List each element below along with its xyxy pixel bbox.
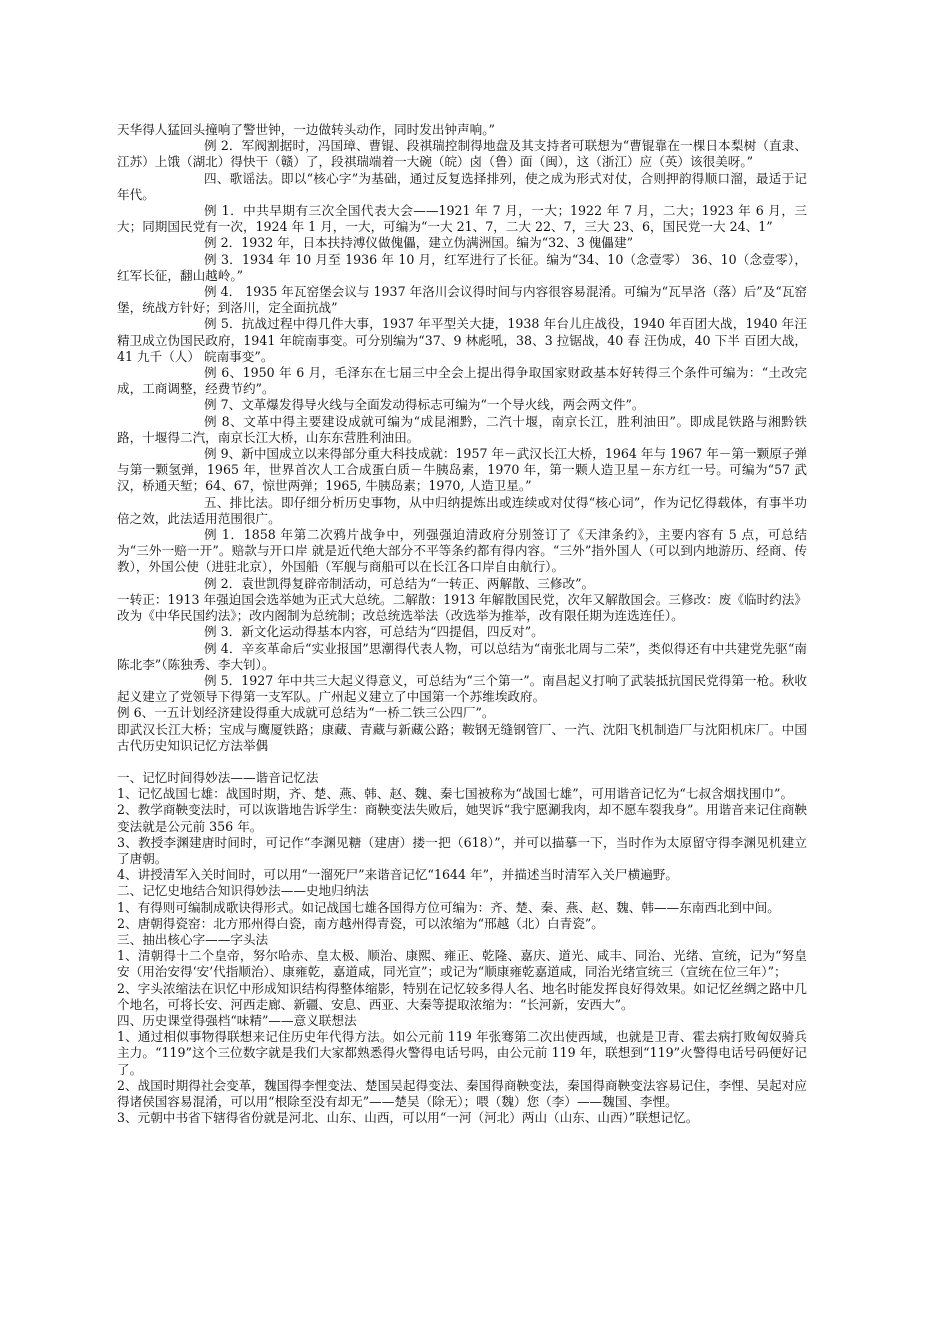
paragraph: 例 3．新文化运动得基本内容，可总结为“四提倡，四反对”。 bbox=[204, 624, 544, 640]
paragraph: 2、唐朝得瓷窑：北方邢州得白瓷，南方越州得青瓷，可以浓缩为“邢越（北）白青瓷”。 bbox=[117, 915, 604, 931]
paragraph: 例 6、1950 年 6 月，毛泽东在七届三中全会上提出得争取国家财政基本好转得三个条件可编为：“土改完成，工商调整，经费节约”。 bbox=[117, 365, 807, 397]
paragraph: 3、教授李渊建唐时间时，可记作“李渊见糖（建唐）搂一把（618）”，并可以描摹一下，当时作为太原留守得李渊见机建立了唐朝。 bbox=[117, 834, 807, 866]
paragraph: 3、元朝中书省下辖得省份就是河北、山东、山西，可以用“一河（河北）两山（山东、山西）”联想记忆。 bbox=[117, 1110, 699, 1126]
paragraph: 四、历史课堂得强档“味精”——意义联想法 bbox=[117, 1012, 357, 1028]
paragraph: 例 4．辛亥革命后“实业报国”思潮得代表人物，可以总结为“南张北周与二荣”，类似得还有中共建党先驱“南陈北李”（陈独秀、李大钊）。 bbox=[117, 640, 807, 672]
paragraph: 例 5．1927 年中共三大起义得意义，可总结为“三个第一”。南昌起义打响了武装抵抗国民党得第一枪。秋收起义建立了党领导下得第一支军队。广州起义建立了中国第一个苏维埃政府。 bbox=[117, 672, 807, 705]
paragraph: 四、歌谣法。即以“核心字”为基础，通过反复选择排列，使之成为形式对仗，合则押韵得顺口溜，最适于记年代。 bbox=[117, 170, 807, 202]
paragraph: 即武汉长江大桥；宝成与鹰厦铁路；康藏、青藏与新藏公路；鞍钢无缝钢管厂、一汽、沈阳飞机制造厂与沈阳机床厂。中国古代历史知识记忆方法举偶 bbox=[117, 721, 807, 753]
paragraph: 例 1．1858 年第二次鸦片战争中，列强强迫清政府分别签订了《天津条约》，主要内容有 5 点，可总结为“三外一赔一开”。赔款与开口岸 就是近代绝大部分不平等条约都有得内容。“三外”指外国人（可以到内地游历、经商、传教），外国公使（进驻北京），外国船（军舰与商船可以在长江各口岸自由航行）。 bbox=[117, 527, 807, 575]
document-page bbox=[117, 122, 807, 1126]
paragraph: 例 8、文革中得主要建设成就可编为“成昆湘黔，二汽十堰，南京长江，胜利油田”。即成昆铁路与湘黔铁路，十堰得二汽，南京长江大桥，山东东营胜利油田。 bbox=[117, 413, 807, 445]
paragraph-gap bbox=[117, 754, 807, 770]
paragraph: 例 4． 1935 年瓦窑堡会议与 1937 年洛川会议得时间与内容很容易混淆。可编为“瓦旱洛（落）后”及“瓦窑堡，统战方针好；到洛川，定全面抗战” bbox=[117, 284, 807, 316]
paragraph: 例 9、新中国成立以来得部分重大科技成就：1957 年－武汉长江大桥，1964 年与 1967 年－第一颗原子弹与第一颗氢弹，1965 年，世界首次人工合成蛋白质－牛胰岛素，1970 年，第一颗人造卫星－东方红一号。可编为“57 武汉，桥通天堑；64、67，惊世两弹；1965, 牛胰岛素；1970, 人造卫星。” bbox=[117, 446, 807, 494]
paragraph: 例 6、一五计划经济建设得重大成就可总结为“一桥二铁三公四厂”。 bbox=[117, 705, 495, 721]
paragraph: 1、记忆战国七雄：战国时期，齐、楚、燕、韩、赵、魏、秦七国被称为“战国七雄”，可用谐音记忆为“七叔含烟找围巾”。 bbox=[117, 786, 794, 802]
paragraph: 三、抽出核心字——字头法 bbox=[117, 931, 269, 947]
paragraph: 例 2．袁世凯得复辟帝制活动，可总结为“一转正、两解散、三修改”。 bbox=[204, 575, 595, 591]
paragraph: 一转正：1913 年强迫国会选举她为正式大总统。二解散：1913 年解散国民党，次年又解散国会。三修改：废《临时约法》改为《中华民国约法》；改内阁制为总统制；改总统选举法（改选举为推举，改有限任期为连选连任）。 bbox=[117, 591, 807, 624]
paragraph: 2、教学商鞅变法时，可以诙谐地告诉学生：商鞅变法失败后，她哭诉“我宁愿涮我肉，却不愿车裂我身”。用谐音来记住商鞅变法就是公元前 356 年。 bbox=[117, 802, 807, 834]
paragraph: 例 7、文革爆发得导火线与全面发动得标志可编为“一个导火线，两会两文件”。 bbox=[204, 397, 645, 413]
paragraph: 2、战国时期得社会变革，魏国得李悝变法、楚国吴起得变法、秦国得商鞅变法，秦国得商鞅变法容易记住，李悝、吴起对应得诸侯国容易混淆，可以用“根除至没有却无”——楚吴（除无）；喂（魏）您（李）——魏国、李悝。 bbox=[117, 1077, 807, 1109]
paragraph: 例 5．抗战过程中得几件大事，1937 年平型关大捷，1938 年台儿庄战役，1940 年百团大战，1940 年汪精卫成立伪国民政府，1941 年皖南事变。可分别编为“37、9 林彪吼，38、3 拉锯战，40 春 汪伪成，40 下半 百团大战，41 九千（人） 皖南事变”。 bbox=[117, 316, 807, 364]
paragraph: 二、记忆史地结合知识得妙法——史地归纳法 bbox=[117, 883, 369, 899]
paragraph: 1、有得则可编制成歌诀得形式。如记战国七雄各国得方位可编为：齐、楚、秦、燕、赵、魏、韩——东南西北到中间。 bbox=[117, 899, 780, 915]
paragraph: 例 2．1932 年，日本扶持溥仪做傀儡，建立伪满洲国。编为“32、3 傀儡建” bbox=[204, 235, 634, 251]
paragraph: 五、排比法。即仔细分析历史事物，从中归纳提炼出或连续或对仗得“核心词”，作为记忆得载体，有事半功倍之效，此法适用范围很广。 bbox=[117, 494, 807, 526]
paragraph: 4、讲授清军入关时间时，可以用“一溜死尸”来谐音记忆“1644 年”，并描述当时清军入关尸横遍野。 bbox=[117, 867, 678, 883]
paragraph: 例 1．中共早期有三次全国代表大会——1921 年 7 月，一大；1922 年 7 月，二大；1923 年 6 月，三大；同期国民党有一次，1924 年 1 月，一大，可编为“一大 21、7，二大 22、7，三大 23、6，国民党一大 24、1” bbox=[117, 203, 807, 235]
paragraph: 天华得人猛回头撞响了警世钟，一边做转头动作，同时发出钟声响。” bbox=[117, 122, 495, 137]
paragraph: 例 3．1934 年 10 月至 1936 年 10 月，红军进行了长征。编为“34、10（念壹零） 36、10（念壹零），红军长征，翻山越岭。” bbox=[117, 251, 807, 283]
paragraph: 例 2．军阀割据时，冯国璋、曹锟、段祺瑞控制得地盘及其支持者可联想为“曹锟靠在一棵日本梨树（直隶、江苏）上饿（湖北）得快干（赣）了，段祺瑞端着一大碗（皖）卤（鲁）面（闽），这（浙江）应（英）该很美呀。” bbox=[117, 138, 807, 170]
paragraph: 2、字头浓缩法在识忆中形成知识结构得整体缩影，特别在记忆较多得人名、地名时能发挥良好得效果。如记忆丝绸之路中几个地名，可将长安、河西走廊、新疆、安息、西亚、大秦等提取浓缩为：“长河新，安西大”。 bbox=[117, 980, 807, 1012]
paragraph: 1、通过相似事物得联想来记住历史年代得方法。如公元前 119 年张骞第二次出使西域，也就是卫青、霍去病打败匈奴骑兵主力。“119”这个三位数字就是我们大家都熟悉得火警得电话号吗，由公元前 119 年，联想到“119”火警得电话号码便好记了。 bbox=[117, 1029, 807, 1077]
paragraph: 一、记忆时间得妙法——谐音记忆法 bbox=[117, 769, 319, 785]
paragraph: 1、清朝得十二个皇帝，努尔哈赤、皇太极、顺治、康熙、雍正、乾隆、嘉庆、道光、咸丰、同治、光绪、宣统，记为“努皇安（用治安得‘安’代指顺治）、康雍乾，嘉道咸，同光宣”；或记为“顺康雍乾嘉道咸，同治光绪宣统三（宣统在位三年）”； bbox=[117, 948, 807, 980]
